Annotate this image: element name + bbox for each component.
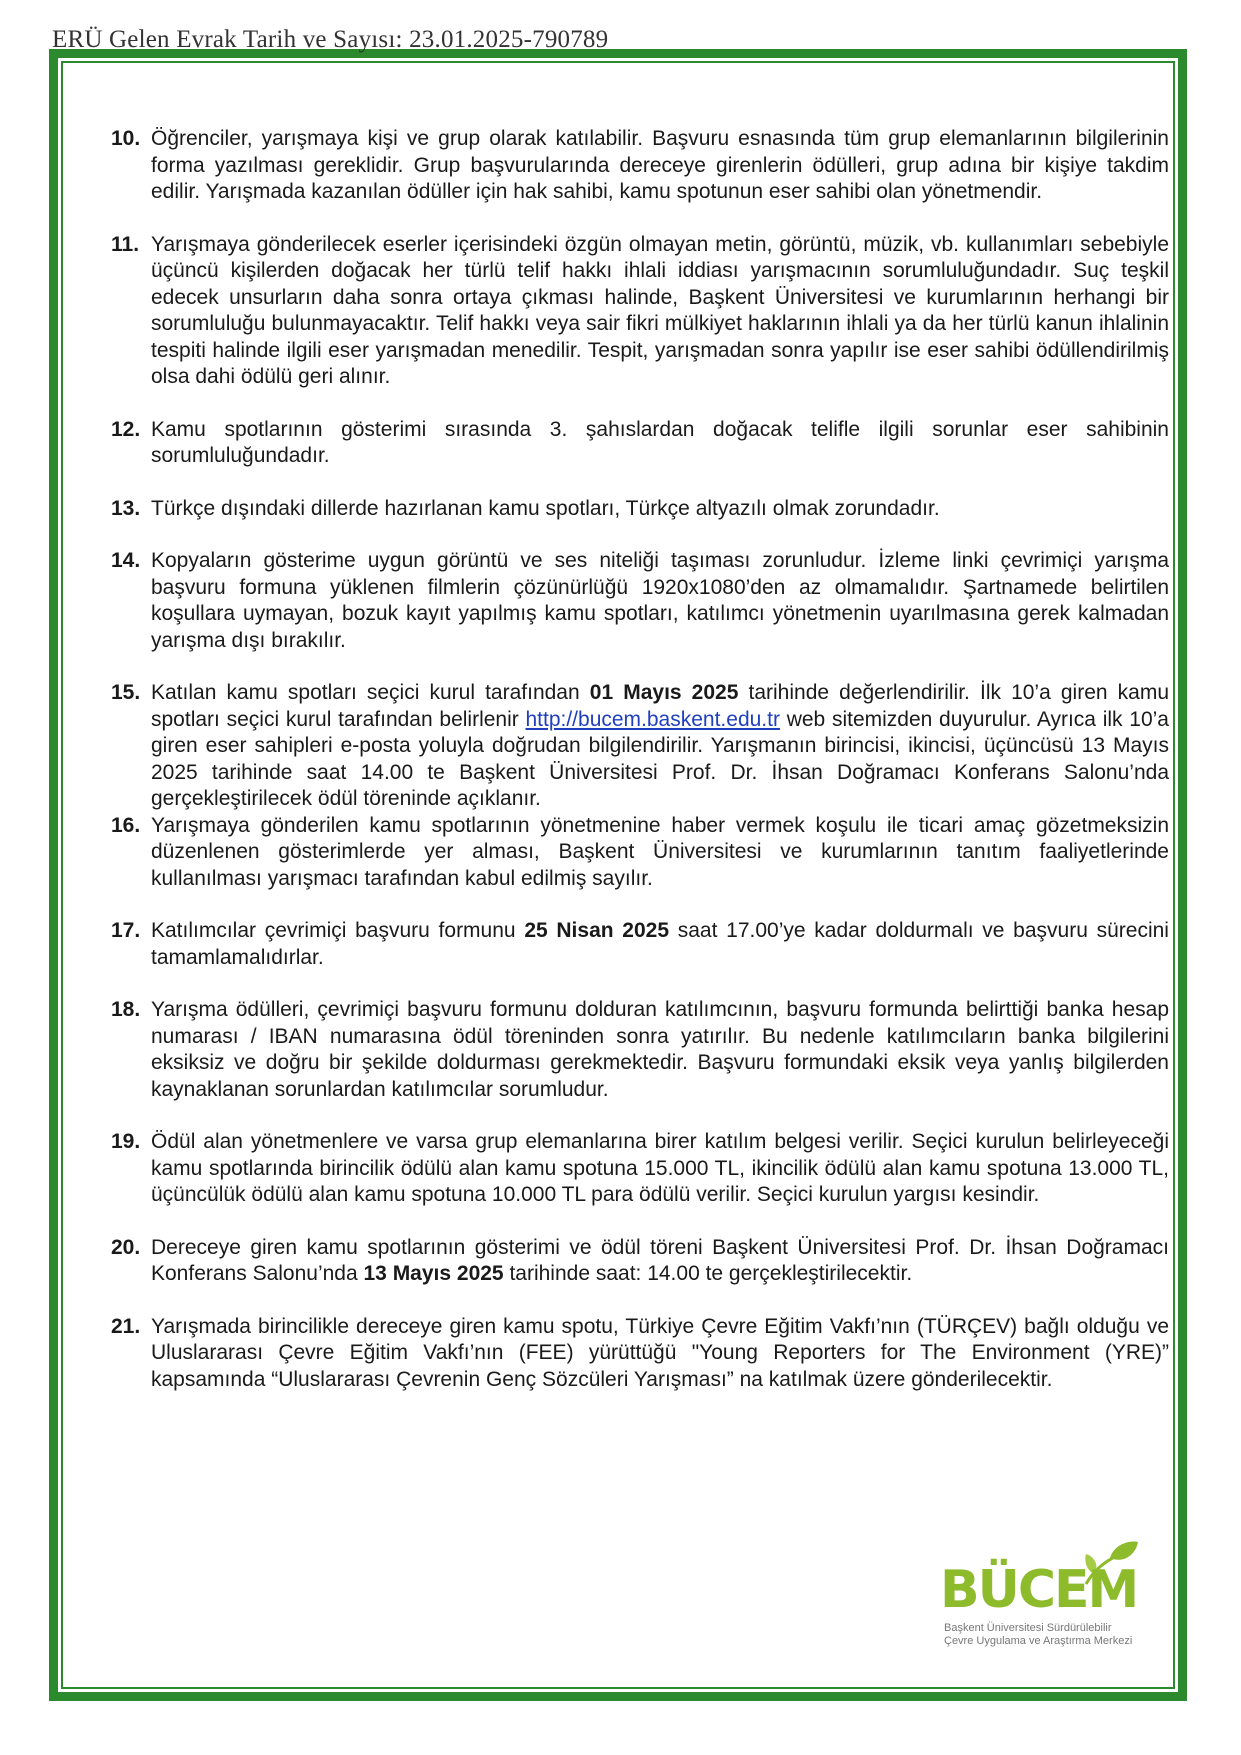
- list-item: [111, 813, 1169, 893]
- text-segment: Kamu spotlarının gösterimi sırasında 3. şahıslardan doğacak telifle ilgili sorunlar eser sahibinin sorumluluğundadır.: [151, 417, 1169, 467]
- item-number: 17.: [111, 919, 141, 942]
- bold-date: 13 Mayıs 2025: [363, 1262, 504, 1285]
- item-text: [151, 680, 1169, 813]
- item-text: [151, 417, 1169, 470]
- item-number: 12.: [111, 417, 141, 441]
- bold-date: 25 Nisan 2025: [524, 919, 670, 942]
- logo-subtitle-line2: Çevre Uygulama ve Araştırma Merkezi: [944, 1635, 1133, 1647]
- list-item: [111, 126, 1169, 206]
- list-item: [111, 417, 1169, 470]
- list-item: [111, 548, 1169, 654]
- document-body: [111, 126, 1169, 1419]
- list-item: [111, 680, 1169, 813]
- item-text: [151, 1235, 1169, 1288]
- item-text: [151, 548, 1169, 654]
- item-text: [151, 813, 1169, 893]
- text-segment: Yarışmaya gönderilecek eserler içerisindeki özgün olmayan metin, görüntü, müzik, vb. kullanımları sebebiyle üçüncü kişilerden doğacak her türlü telif hakkı ihlali iddiası yarışmacının sorumluluğundadır. Suç teşkil edecek unsurların daha sonra ortaya çıkması halinde, Başkent Üniversitesi ve kurumlarının herhangi bir sorumluluğu bulunmayacaktır. Telif hakkı veya sair fikri mülkiyet haklarının ihlali ya da her türlü kanun ihlalinin tespiti halinde ilgili eser yarışmadan menedilir. Tespit, yarışmadan sonra yapılır ise eser sahibi ödüllendirilmiş olsa dahi ödülü geri alınır.: [151, 232, 1169, 388]
- text-segment: saat 17.00’ye kadar doldurmalı ve başvuru sürecini tamamlamalıdırlar.: [151, 919, 1169, 969]
- item-number: 19.: [111, 1130, 141, 1153]
- item-text: [151, 496, 1169, 523]
- item-number: 14.: [111, 549, 141, 572]
- logo-subtitle-line1: Başkent Üniversitesi Sürdürülebilir: [944, 1622, 1112, 1634]
- logo-wordmark: BÜCEM: [940, 1560, 1138, 1620]
- item-text: [151, 1129, 1169, 1209]
- text-segment: Yarışmaya gönderilen kamu spotlarının yönetmenine haber vermek koşulu ile ticari amaç gözetmeksizin düzenlenen gösterimlerde yer alması, Başkent Üniversitesi ve kurumlarının tanıtım faaliyetlerinde kullanılması yarışmacı tarafından kabul edilmiş sayılır.: [151, 813, 1169, 890]
- text-segment: Dereceye giren kamu spotlarının gösterimi ve ödül töreni Başkent Üniversitesi Prof. Dr. İhsan Doğramacı Konferans Salonu’nda: [151, 1235, 1169, 1285]
- text-segment: web sitemizden duyurulur. Ayrıca ilk 10’a giren eser sahipleri e-posta yoluyla doğrudan bilgilendirilir. Yarışmanın birincisi, ikincisi, üçüncüsü 13 Mayıs 2025 tarihinde saat 14.00 te Başkent Üniversitesi Prof. Dr. İhsan Doğramacı Konferans Salonu’nda gerçekleştirilecek ödül töreninde açıklanır.: [151, 707, 1169, 810]
- text-segment: Katılımcılar çevrimiçi başvuru formunu: [151, 919, 525, 942]
- list-item: [111, 1235, 1169, 1288]
- bucem-logo: [940, 1540, 1140, 1652]
- item-text: [151, 126, 1169, 206]
- item-number: 10.: [111, 127, 141, 150]
- list-item: [111, 1314, 1169, 1394]
- website-link[interactable]: http://bucem.baskent.edu.tr: [525, 707, 780, 731]
- list-item: [111, 918, 1169, 971]
- list-item: [111, 232, 1169, 391]
- list-item: [111, 496, 1169, 523]
- item-text: [151, 997, 1169, 1103]
- item-number: 21.: [111, 1314, 141, 1338]
- text-segment: Ödül alan yönetmenlere ve varsa grup elemanlarına birer katılım belgesi verilir. Seçici kurulun belirleyeceği kamu spotlarında birincilik ödülü alan kamu spotuna 15.000 TL, ikincilik ödülü alan kamu spotuna 13.000 TL, üçüncülük ödülü alan kamu spotuna 10.000 TL para ödülü verilir. Seçici kurulun yargısı kesindir.: [151, 1130, 1169, 1206]
- item-text: [151, 918, 1169, 971]
- text-segment: Öğrenciler, yarışmaya kişi ve grup olarak katılabilir. Başvuru esnasında tüm grup elemanlarının bilgilerinin forma yazılması gereklidir. Grup başvurularında dereceye girenlerin ödülleri, grup adına bir kişiye takdim edilir. Yarışmada kazanılan ödüller için hak sahibi, kamu spotunun eser sahibi olan yönetmendir.: [151, 127, 1169, 203]
- text-segment: tarihinde saat: 14.00 te gerçekleştirilecektir.: [503, 1262, 913, 1285]
- item-text: [151, 232, 1169, 391]
- item-number: 18.: [111, 998, 141, 1021]
- text-segment: Yarışmada birincilikle dereceye giren kamu spotu, Türkiye Çevre Eğitim Vakfı’nın (TÜRÇEV) bağlı olduğu ve Uluslararası Çevre Eğitim Vakfı’nın (FEE) yürüttüğü "Young Reporters for The Environment (YRE)” kapsamında “Uluslararası Çevrenin Genç Sözcüleri Yarışması” na katılmak üzere gönderilecektir.: [151, 1314, 1169, 1391]
- item-number: 13.: [111, 496, 141, 520]
- bold-date: 01 Mayıs 2025: [589, 681, 739, 704]
- text-segment: Yarışma ödülleri, çevrimiçi başvuru formunu dolduran katılımcının, başvuru formunda belirttiği banka hesap numarası / IBAN numarasına ödül töreninden sonra yatırılır. Bu nedenle katılımcıların banka bilgilerini eksiksiz ve doğru bir şekilde doldurması gerekmektedir. Başvuru formundaki eksik veya yanlış bilgilerden kaynaklanan sorunlardan katılımcılar sorumludur.: [151, 998, 1169, 1101]
- item-text: [151, 1314, 1169, 1394]
- text-segment: Kopyaların gösterime uygun görüntü ve ses niteliği taşıması zorunludur. İzleme linki çevrimiçi yarışma başvuru formuna yüklenen filmlerin çözünürlüğü 1920x1080’den az olmamalıdır. Şartnamede belirtilen koşullara uymayan, bozuk kayıt yapılmış kamu spotları, katılımcı yönetmenin uyarılmasına gerek kalmadan yarışma dışı bırakılır.: [151, 549, 1169, 652]
- text-segment: Katılan kamu spotları seçici kurul tarafından: [151, 681, 590, 704]
- list-item: [111, 1129, 1169, 1209]
- text-segment: tarihinde değerlendirilir. İlk 10’a giren kamu spotları seçici kurul tarafından belirlenir: [151, 681, 1170, 731]
- text-segment: Türkçe dışındaki dillerde hazırlanan kamu spotları, Türkçe altyazılı olmak zorundadır.: [151, 496, 940, 520]
- item-number: 11.: [111, 232, 140, 256]
- incoming-document-stamp: ERÜ Gelen Evrak Tarih ve Sayısı: 23.01.2025-790789: [52, 26, 609, 53]
- list-item: [111, 997, 1169, 1103]
- item-number: 15.: [111, 681, 141, 704]
- item-number: 16.: [111, 813, 141, 837]
- item-number: 20.: [111, 1235, 141, 1259]
